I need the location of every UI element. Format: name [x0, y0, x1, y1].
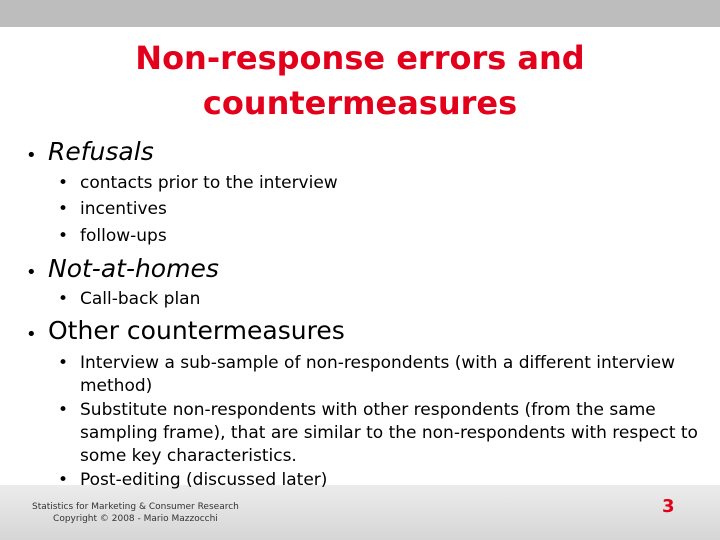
title-line-1: Non-response errors and: [135, 39, 585, 77]
list-item-text: Call-back plan: [80, 289, 201, 309]
bullet: •: [26, 262, 37, 283]
list-item: [58, 225, 698, 248]
list-item-text: Interview a sub-sample of non-respondents (with a different interview method): [80, 353, 676, 396]
list-item-text: Substitute non-respondents with other respondents (from the same sampling frame), that are similar to the non-respondents with respect to some key characteristics.: [80, 400, 698, 466]
list-item: [58, 172, 698, 195]
bullet: •: [58, 470, 69, 490]
footer-line-2: Copyright © 2008 - Mario Mazzocchi: [53, 514, 218, 524]
bullet: •: [26, 324, 37, 345]
section-heading: Refusals: [48, 137, 154, 166]
bullet: •: [58, 226, 69, 246]
list-item: [58, 288, 698, 311]
bullet: •: [58, 173, 69, 193]
section-heading: Not-at-homes: [48, 254, 219, 283]
footer-line-1: Statistics for Marketing & Consumer Research: [32, 502, 239, 512]
list-item-text: follow-ups: [80, 226, 167, 246]
slide-title: [60, 36, 660, 126]
list-item: [58, 399, 698, 468]
list-item-text: incentives: [80, 199, 167, 219]
list-item-text: contacts prior to the interview: [80, 173, 338, 193]
list-item: [58, 352, 698, 398]
list-item: [58, 469, 698, 492]
bullet: •: [58, 353, 69, 373]
list-item-text: Post-editing (discussed later): [80, 470, 328, 490]
title-line-2: countermeasures: [202, 84, 518, 122]
list-item: [58, 198, 698, 221]
bullet: •: [58, 199, 69, 219]
bullet: •: [58, 289, 69, 309]
page-number: 3: [662, 496, 675, 517]
footer-credits: [32, 501, 239, 525]
bullet: •: [58, 400, 69, 420]
bullet: •: [26, 145, 37, 166]
section-heading: Other countermeasures: [48, 316, 345, 345]
